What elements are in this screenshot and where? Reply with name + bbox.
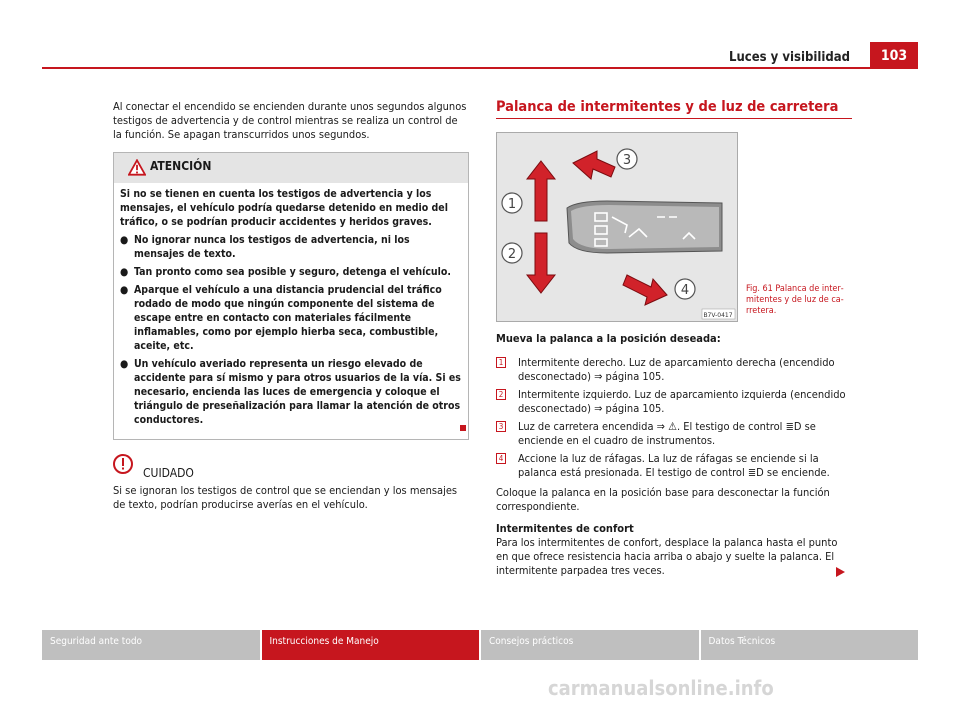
- continue-arrow-icon: [836, 567, 845, 577]
- section-end-marker: [460, 425, 466, 431]
- list-item: 4 Accione la luz de ráfagas. La luz de ráfagas se enciende si la palanca está presionada. El testigo de control ≣D se enciende.: [496, 452, 852, 480]
- subheading: Intermitentes de confort: [496, 522, 634, 535]
- tab-seguridad[interactable]: Seguridad ante todo: [42, 630, 260, 660]
- figure-label-4: 4: [680, 283, 690, 298]
- caution-title: CUIDADO: [143, 466, 194, 480]
- watermark: carmanualsonline.info: [548, 676, 774, 700]
- left-column: [113, 100, 469, 512]
- confort-paragraph: Para los intermitentes de confort, desplace la palanca hasta el punto en que ofrece resistencia hacia arriba o abajo y suelte la palanca. El intermitente parpadea tres veces.: [496, 536, 838, 577]
- page-number: 103: [870, 42, 918, 68]
- header-rule: [42, 67, 918, 69]
- after-paragraph: Coloque la palanca en la posición base para desconectar la función correspondiente.: [496, 486, 830, 513]
- warning-box: [113, 152, 469, 440]
- warning-title: ATENCIÓN: [150, 159, 212, 173]
- warning-header: [114, 153, 468, 183]
- figure-code: B7V-0417: [703, 312, 733, 319]
- figure-label-2: 2: [507, 247, 517, 262]
- right-column: [496, 99, 852, 577]
- intro-paragraph: Al conectar el encendido se encienden durante unos segundos algunos testigos de advertencia y de control mientras se realiza un control de la función. Se apagan transcurridos unos segundos.: [113, 100, 467, 141]
- list-item: 2 Intermitente izquierdo. Luz de aparcamiento izquierda (encendido desconectado) ⇒ página 105.: [496, 388, 852, 416]
- figure-label-3: 3: [622, 153, 632, 168]
- warning-bullet: ● Un vehículo averiado representa un riesgo elevado de accidente para sí mismo y para otros usuarios de la vía. Si es necesario, encienda las luces de emergencia y coloque el triángulo de preseñalización para llamar la atención de otros conductores.: [120, 358, 461, 426]
- lever-figure: [496, 132, 738, 322]
- tab-consejos[interactable]: Consejos prácticos: [481, 630, 699, 660]
- warning-triangle-icon: [128, 159, 146, 176]
- instructions: [496, 332, 852, 578]
- turn-signal-lever-illustration: [497, 133, 737, 321]
- warning-bullet: ● No ignorar nunca los testigos de advertencia, ni los mensajes de texto.: [120, 234, 410, 260]
- section-heading: Palanca de intermitentes y de luz de carretera: [496, 99, 839, 115]
- list-item: 1 Intermitente derecho. Luz de aparcamiento derecha (encendido desconectado) ⇒ página 105.: [496, 356, 852, 384]
- figure-label-1: 1: [507, 197, 517, 212]
- section-title: Luces y visibilidad: [729, 50, 850, 65]
- tab-datos[interactable]: Datos Técnicos: [701, 630, 919, 660]
- warning-body: [114, 183, 468, 439]
- instruction-lead: Mueva la palanca a la posición deseada:: [496, 332, 721, 345]
- tab-instrucciones[interactable]: Instrucciones de Manejo: [262, 630, 480, 660]
- warning-bullet: ● Aparque el vehículo a una distancia prudencial del tráfico rodado de modo que ningún componente del sistema de escape entre en contacto con materiales fácilmente inflamables, como por ejemplo hierba seca, combustible, aceite, etc.: [120, 284, 442, 352]
- figure-caption: Fig. 61 Palanca de intermitentes y de luz de carretera.: [746, 284, 844, 316]
- warning-bullet: ● Tan pronto como sea posible y seguro, detenga el vehículo.: [120, 266, 451, 278]
- section-heading-rule: [496, 118, 852, 119]
- list-item: 3 Luz de carretera encendida ⇒ ⚠. El testigo de control ≣D se enciende en el cuadro de instrumentos.: [496, 420, 852, 448]
- caution-text: Si se ignoran los testigos de control que se enciendan y los mensajes de texto, podrían producirse averías en el vehículo.: [113, 484, 458, 511]
- warning-text: Si no se tienen en cuenta los testigos de advertencia y los mensajes, el vehículo podría quedarse detenido en medio del tráfico, o se podrían producir accidentes y heridos graves.: [120, 188, 448, 228]
- footer-tabs: [42, 630, 918, 660]
- caution-exclamation-icon: [113, 454, 133, 474]
- caution-block: [113, 454, 469, 512]
